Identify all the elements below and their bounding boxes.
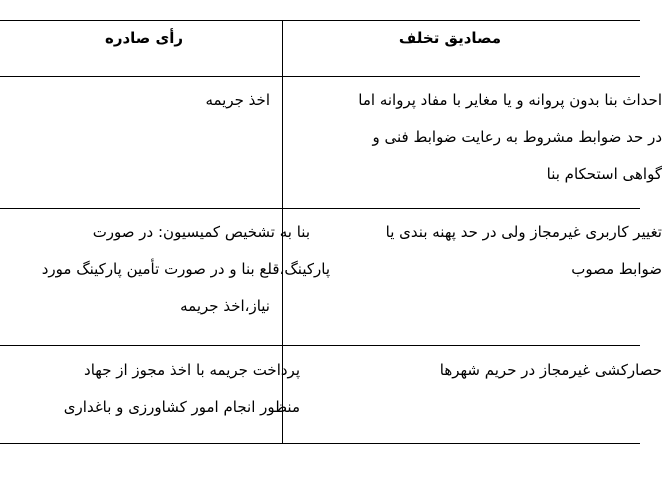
violation-line: ضوابط مصوب bbox=[571, 260, 662, 278]
table-top-border bbox=[0, 20, 640, 21]
table-row-2-verdict bbox=[0, 214, 330, 325]
verdict-line: منظور انجام امور کشاورزی و باغداری bbox=[63, 398, 300, 416]
header-violation-cases: مصادیق تخلف bbox=[398, 29, 502, 47]
violation-line: حصارکشی غیرمجاز در حریم شهرها bbox=[439, 361, 662, 379]
table-row-3-violation bbox=[292, 352, 662, 389]
verdict-line: بنا به تشخیص کمیسیون: در صورت bbox=[92, 223, 310, 241]
verdict-line: پارکینگ،قلع بنا و در صورت تأمین پارکینگ مورد bbox=[41, 260, 330, 278]
table-bottom-border bbox=[0, 443, 640, 444]
verdict-line: نیاز،اخذ جریمه bbox=[180, 297, 270, 315]
header-issued-verdict: رأی صادره bbox=[104, 29, 184, 47]
verdict-line: اخذ جریمه bbox=[205, 91, 270, 109]
header-divider bbox=[0, 76, 640, 77]
row-divider-2 bbox=[0, 345, 640, 346]
violation-line: در حد ضوابط مشروط به رعایت ضوابط فنی و bbox=[372, 128, 662, 146]
table-row-1-verdict bbox=[0, 82, 270, 119]
verdict-line: پرداخت جریمه با اخذ مجوز از جهاد bbox=[84, 361, 300, 379]
row-divider-1 bbox=[0, 208, 640, 209]
violation-line: گواهی استحکام بنا bbox=[546, 165, 662, 183]
table-row-1-violation bbox=[292, 82, 662, 193]
violation-line: تغییر کاربری غیرمجاز ولی در حد پهنه بندی یا bbox=[385, 223, 662, 241]
violation-line: احداث بنا بدون پروانه و یا مغایر با مفاد پروانه اما bbox=[358, 91, 662, 109]
table-row-2-violation bbox=[292, 214, 662, 288]
table-row-3-verdict bbox=[0, 352, 300, 426]
